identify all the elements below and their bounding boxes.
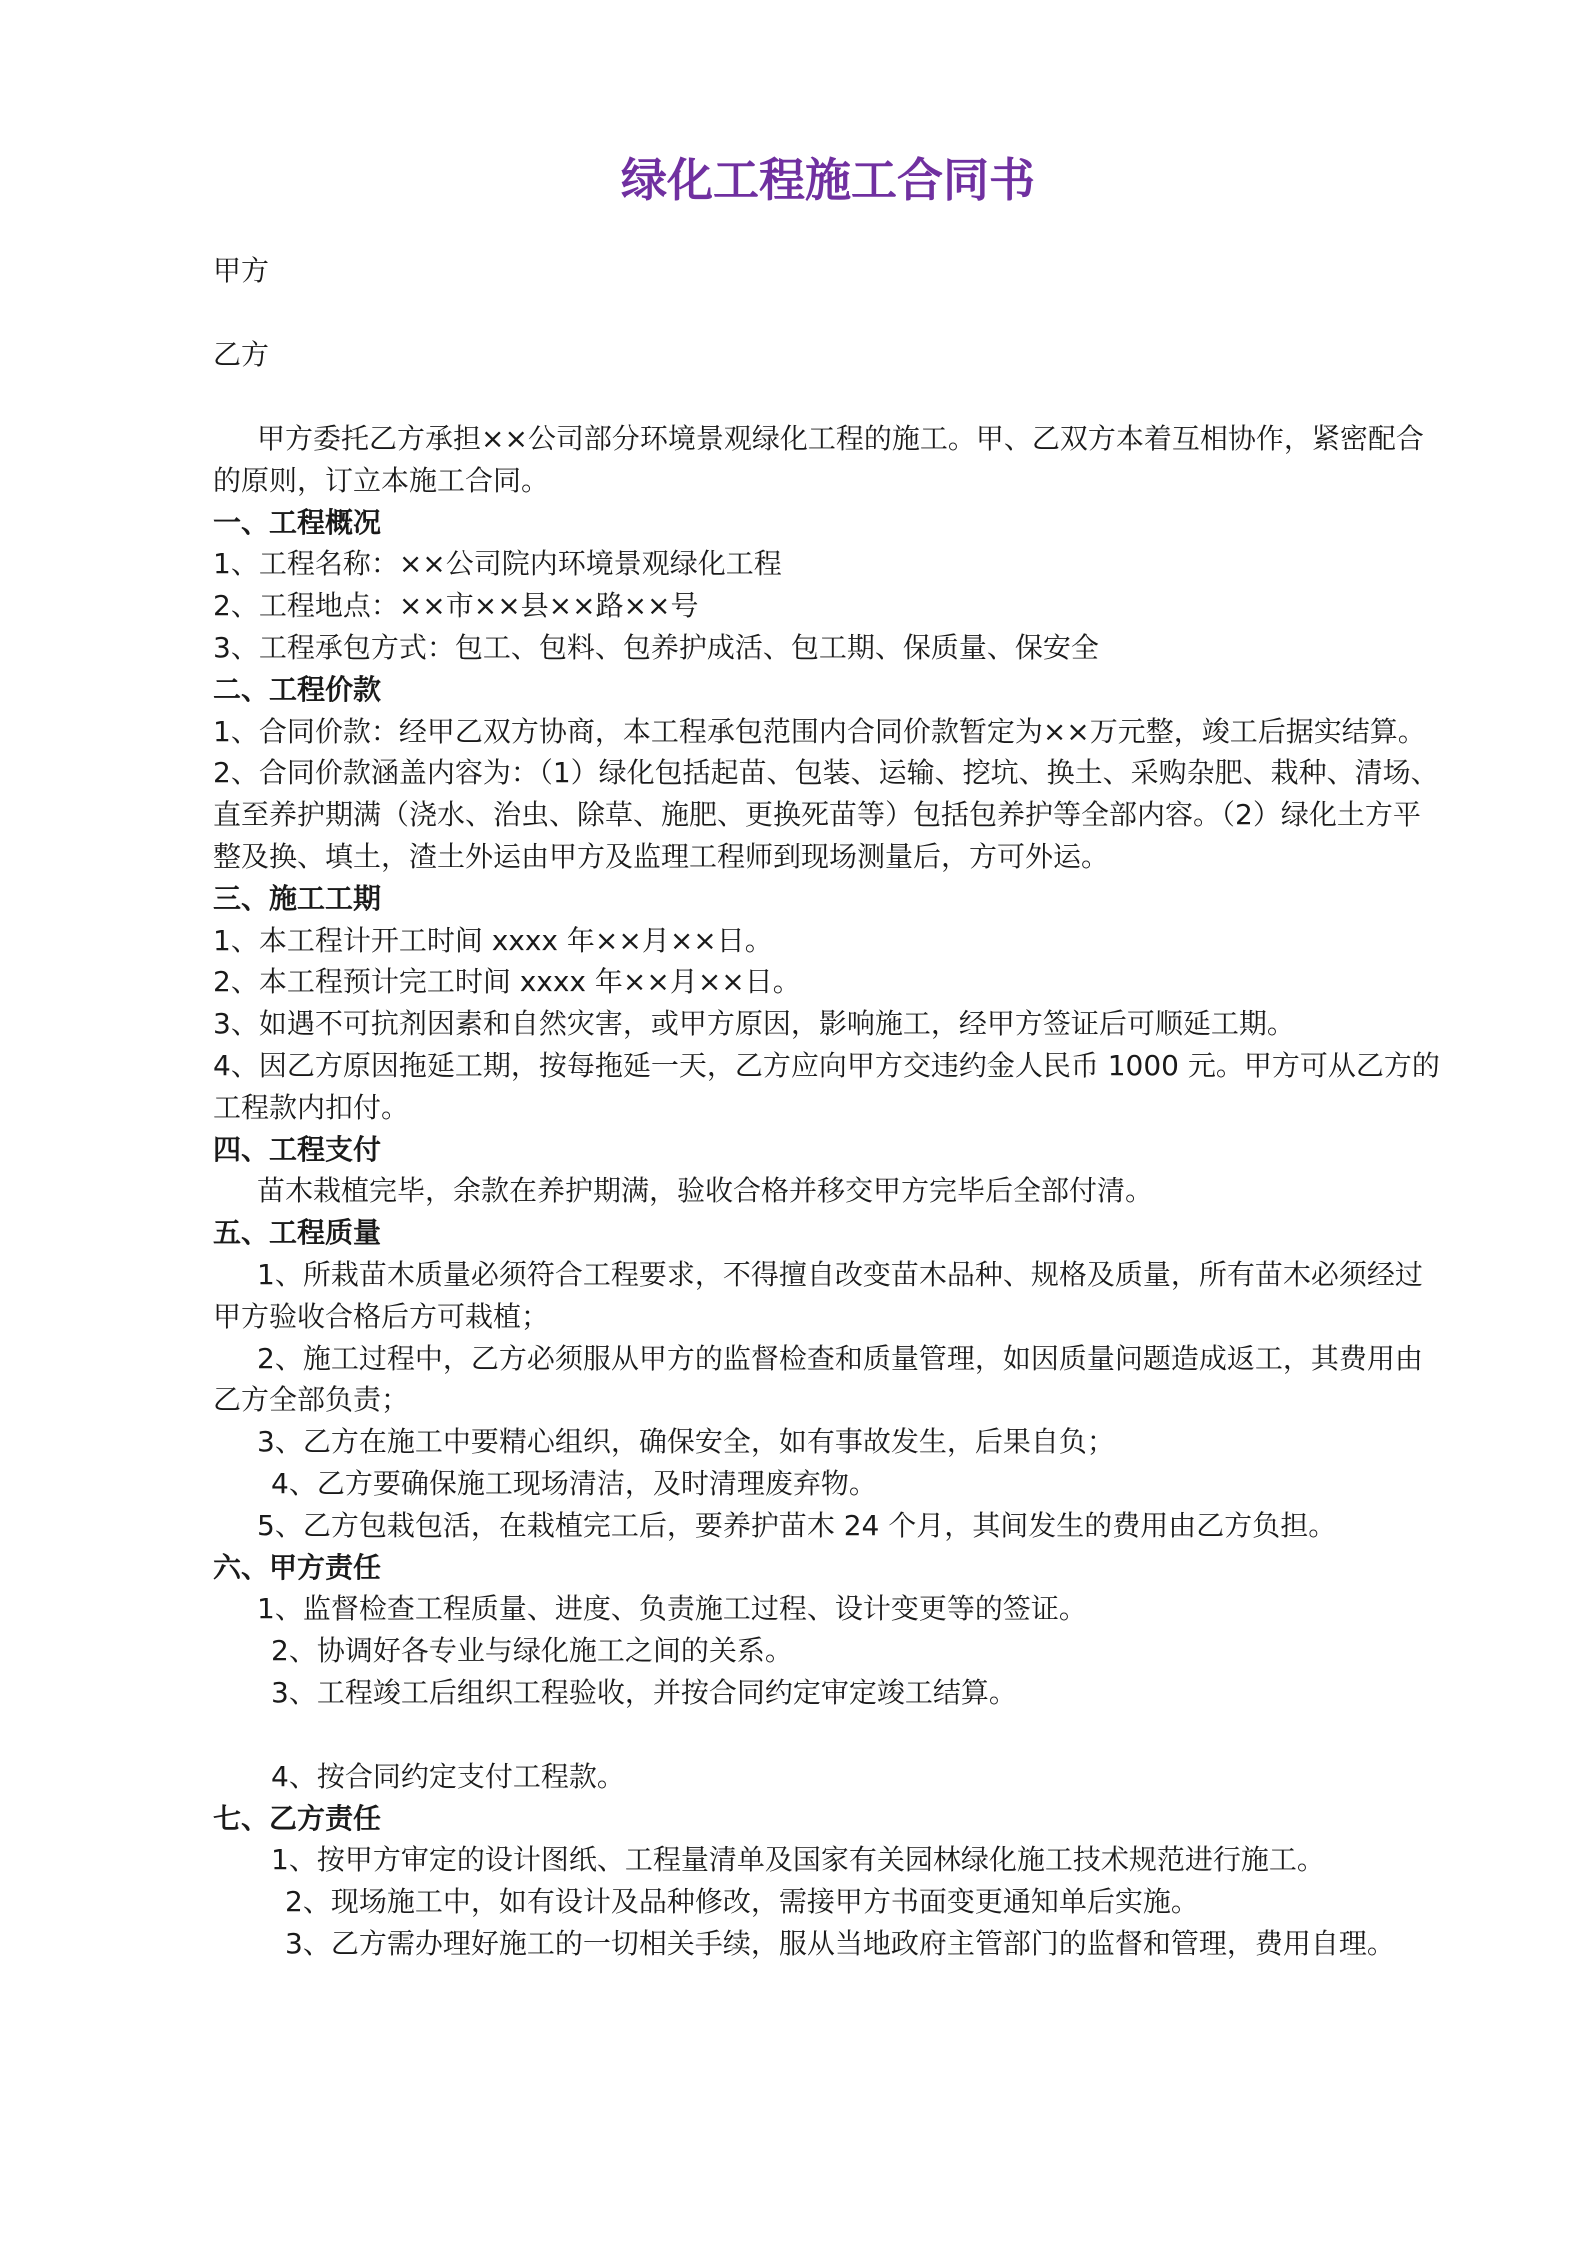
section-heading-party-a-duty: 六、甲方责任 bbox=[213, 1550, 382, 1584]
section-heading-schedule: 三、施工工期 bbox=[213, 881, 382, 915]
spacer bbox=[213, 1714, 1443, 1756]
section-item: 3、工程承包方式：包工、包料、包养护成活、包工期、保质量、保安全 bbox=[213, 630, 1099, 664]
section-heading-overview: 一、工程概况 bbox=[213, 505, 382, 539]
section-item: 3、乙方需办理好施工的一切相关手续，服从当地政府主管部门的监督和管理，费用自理。 bbox=[285, 1926, 1395, 1960]
section-item: 3、如遇不可抗剂因素和自然灾害，或甲方原因，影响施工，经甲方签证后可顺延工期。 bbox=[213, 1007, 1295, 1041]
section-heading-price: 二、工程价款 bbox=[213, 672, 382, 706]
section-heading-payment: 四、工程支付 bbox=[213, 1132, 382, 1166]
section-item: 1、按甲方审定的设计图纸、工程量清单及国家有关园林绿化施工技术规范进行施工。 bbox=[271, 1843, 1325, 1877]
contract-page bbox=[213, 150, 1443, 1965]
intro-paragraph: 甲方委托乙方承担××公司部分环境景观绿化工程的施工。甲、乙双方本着互相协作，紧密配合的原则，订立本施工合同。 bbox=[213, 422, 1424, 497]
section-heading-party-b-duty: 七、乙方责任 bbox=[213, 1801, 382, 1835]
section-item: 2、本工程预计完工时间 xxxx 年××月××日。 bbox=[213, 965, 801, 999]
document-title: 绿化工程施工合同书 bbox=[621, 153, 1035, 207]
section-item: 2、协调好各专业与绿化施工之间的关系。 bbox=[271, 1634, 793, 1668]
section-item: 1、监督检查工程质量、进度、负责施工过程、设计变更等的签证。 bbox=[257, 1592, 1087, 1626]
spacer bbox=[213, 376, 1443, 418]
section-item: 1、工程名称：××公司院内环境景观绿化工程 bbox=[213, 547, 782, 581]
section-item: 1、合同价款：经甲乙双方协商，本工程承包范围内合同价款暂定为××万元整，竣工后据实结算。 bbox=[213, 714, 1426, 748]
section-item: 2、合同价款涵盖内容为：（1）绿化包括起苗、包装、运输、挖坑、换土、采购杂肥、栽种、清场、直至养护期满（浇水、治虫、除草、施肥、更换死苗等）包括包养护等全部内容。（2）绿化土方平整及换、填土，渣土外运由甲方及监理工程师到现场测量后，方可外运。 bbox=[213, 756, 1439, 873]
section-heading-quality: 五、工程质量 bbox=[213, 1216, 382, 1250]
section-item: 3、乙方在施工中要精心组织，确保安全，如有事故发生，后果自负； bbox=[257, 1425, 1115, 1459]
section-item: 2、施工过程中，乙方必须服从甲方的监督检查和质量管理，如因质量问题造成返工，其费用由乙方全部负责； bbox=[213, 1341, 1423, 1417]
section-item: 苗木栽植完毕，余款在养护期满，验收合格并移交甲方完毕后全部付清。 bbox=[257, 1174, 1154, 1208]
section-item: 4、按合同约定支付工程款。 bbox=[271, 1759, 625, 1793]
section-item: 4、乙方要确保施工现场清洁，及时清理废弃物。 bbox=[271, 1466, 877, 1500]
section-item: 3、工程竣工后组织工程验收，并按合同约定审定竣工结算。 bbox=[271, 1675, 1017, 1709]
section-item: 1、所栽苗木质量必须符合工程要求，不得擅自改变苗木品种、规格及质量，所有苗木必须经过甲方验收合格后方可栽植； bbox=[213, 1257, 1423, 1333]
section-item: 5、乙方包栽包活，在栽植完工后，要养护苗木 24 个月，其间发生的费用由乙方负担。 bbox=[257, 1508, 1337, 1542]
section-item: 1、本工程计开工时间 xxxx 年××月××日。 bbox=[213, 923, 773, 957]
section-item: 4、因乙方原因拖延工期，按每拖延一天，乙方应向甲方交违约金人民币 1000 元。甲方可从乙方的工程款内扣付。 bbox=[213, 1048, 1440, 1124]
party-a-label: 甲方 bbox=[213, 254, 270, 287]
party-b-label: 乙方 bbox=[213, 338, 270, 371]
section-item: 2、工程地点：××市××县××路××号 bbox=[213, 589, 699, 623]
section-item: 2、现场施工中，如有设计及品种修改，需接甲方书面变更通知单后实施。 bbox=[285, 1885, 1199, 1919]
